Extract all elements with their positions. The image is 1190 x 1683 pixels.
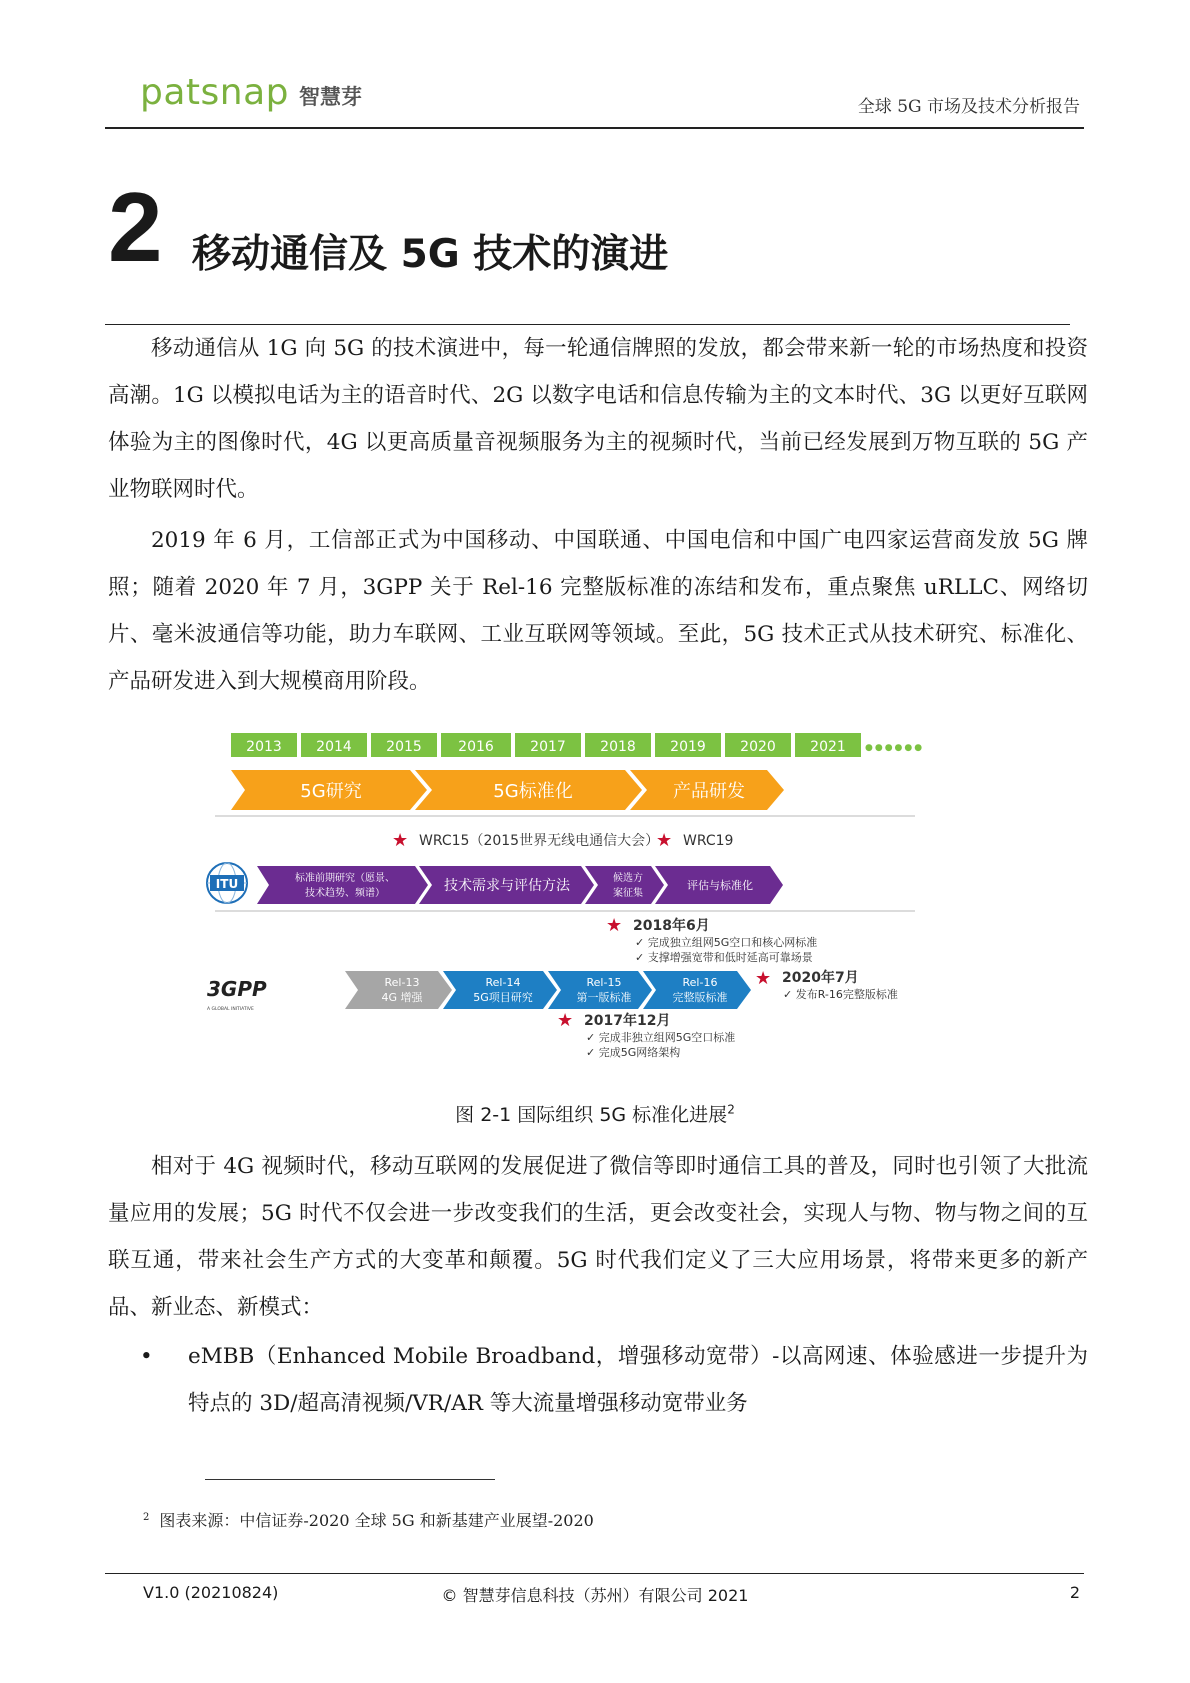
milestone-2017-item: ✓ 完成非独立组网5G空口标准	[586, 1031, 736, 1044]
year-label: 2016	[458, 739, 494, 755]
milestone-2020-item: ✓ 发布R-16完整版标准	[783, 988, 898, 1001]
rel-step-label: Rel-16	[682, 976, 718, 989]
footer-version: V1.0 (20210824)	[143, 1583, 279, 1602]
year-label: 2020	[740, 739, 776, 755]
gpp-logo-text: 3GPP	[207, 977, 267, 1001]
rel-step-label: Rel-14	[485, 976, 521, 989]
rel-step-label: 5G项目研究	[473, 991, 533, 1004]
milestone-2020-title: 2020年7月	[782, 970, 859, 986]
itu-step-label: 技术趋势、频谱）	[305, 888, 385, 899]
year-label: 2014	[316, 739, 352, 755]
phase-label: 5G研究	[300, 781, 362, 802]
year-bar	[231, 733, 924, 757]
milestone-2018-item: ✓ 完成独立组网5G空口和核心网标准	[635, 936, 818, 949]
year-label: 2013	[246, 739, 282, 755]
paragraph-application-scenarios: 相对于 4G 视频时代，移动互联网的发展促进了微信等即时通信工具的普及，同时也引领了大批流量应用的发展；5G 时代不仅会进一步改变我们的生活，更会改变社会，实现人与物、物与物之间的互联互通，带来社会生产方式的大变革和颠覆。5G 时代我们定义了三大应用场景，将带来更多的新产品、新业态、新模式：	[108, 1154, 1088, 1320]
figure-caption	[0, 1100, 1190, 1127]
paragraph-licensing: 2019 年 6 月，工信部正式为中国移动、中国联通、中国电信和中国广电四家运营商发放 5G 牌照；随着 2020 年 7 月，3GPP 关于 Rel-16 完整版标准的冻结和发布，重点聚焦 uRLLC、网络切片、毫米波通信等功能，助力车联网、工业互联网等领域。至此，5G 技术正式从技术研究、标准化、产品研发进入到大规模商用阶段。	[108, 528, 1088, 694]
phase-arrows	[231, 770, 784, 810]
chapter-title: 移动通信及 5G 技术的演进	[192, 232, 669, 277]
milestone-2017-item: ✓ 完成5G网络架构	[586, 1046, 681, 1059]
figure-caption-text: 图 2-1 国际组织 5G 标准化进展	[455, 1104, 728, 1126]
itu-logo-text: ITU	[215, 877, 239, 891]
itu-step-label: 标准前期研究（愿景、	[295, 873, 395, 884]
star-icon: ★	[392, 830, 409, 851]
phase-label: 5G标准化	[493, 781, 573, 802]
milestone-2018-title: 2018年6月	[633, 918, 710, 934]
star-icon: ★	[557, 1010, 574, 1031]
rel-step-label: 4G 增强	[381, 991, 423, 1004]
logo-wordmark: patsnap	[140, 72, 290, 113]
footnote-text: 图表来源：中信证券-2020 全球 5G 和新基建产业展望-2020	[159, 1511, 594, 1530]
wrc19-label: WRC19	[683, 833, 734, 849]
year-label: 2015	[386, 739, 422, 755]
itu-row	[207, 863, 783, 904]
year-label: 2019	[670, 739, 706, 755]
itu-step-label: 候选方	[613, 873, 643, 884]
footnote-reference: 2	[727, 1102, 735, 1117]
star-icon: ★	[656, 830, 673, 851]
wrc15-label: WRC15（2015世界无线电通信大会）	[419, 833, 660, 849]
paragraph-evolution: 移动通信从 1G 向 5G 的技术演进中，每一轮通信牌照的发放，都会带来新一轮的市场热度和投资高潮。1G 以模拟电话为主的语音时代、2G 以数字电话和信息传输为主的文本时代、3G 以更好互联网体验为主的图像时代，4G 以更高质量音视频服务为主的视频时代，当前已经发展到万物互联的 5G 产业物联网时代。	[108, 336, 1088, 502]
standardization-timeline-figure	[207, 728, 995, 1073]
year-label: 2018	[600, 739, 636, 755]
itu-logo	[207, 863, 247, 903]
header-divider	[105, 127, 1084, 129]
gpp-logo-subtitle: A GLOBAL INITIATIVE	[207, 1007, 254, 1012]
footnote-number: 2	[143, 1511, 150, 1523]
bullet-text: eMBB（Enhanced Mobile Broadband，增强移动宽带）-以高网速、体验感进一步提升为特点的 3D/超高清视频/VR/AR 等大流量增强移动宽带业务	[188, 1344, 1088, 1416]
year-label: 2021	[810, 739, 846, 755]
footer-copyright: © 智慧芽信息科技（苏州）有限公司 2021	[441, 1586, 749, 1605]
logo-chinese-name: 智慧芽	[299, 85, 363, 109]
rel-step-label: 第一版标准	[576, 991, 632, 1004]
patsnap-logo	[140, 72, 362, 112]
footer-divider	[105, 1573, 1084, 1574]
phase-label: 产品研发	[673, 781, 745, 802]
rel-step-label: Rel-13	[384, 976, 420, 989]
rel-step-label: Rel-15	[586, 976, 622, 989]
year-label: 2017	[530, 739, 566, 755]
report-title: 全球 5G 市场及技术分析报告	[857, 97, 1080, 117]
footnote-divider	[205, 1479, 495, 1480]
bullet-marker: •	[140, 1344, 153, 1369]
star-icon: ★	[755, 968, 772, 989]
continuation-dots: ●●●●●●	[865, 743, 925, 753]
rel-step-label: 完整版标准	[672, 991, 728, 1004]
itu-step-label: 技术需求与评估方法	[444, 878, 570, 894]
star-icon: ★	[606, 915, 623, 936]
chapter-number: 2	[108, 172, 163, 282]
itu-step-label: 案征集	[613, 888, 643, 899]
footer-page-number: 2	[1069, 1583, 1080, 1602]
milestone-2018-item: ✓ 支撑增强宽带和低时延高可靠场景	[635, 951, 813, 964]
gpp-logo	[207, 977, 267, 1012]
milestone-2017-title: 2017年12月	[584, 1013, 671, 1029]
itu-step-label: 评估与标准化	[687, 879, 753, 892]
footnote	[143, 1508, 594, 1531]
